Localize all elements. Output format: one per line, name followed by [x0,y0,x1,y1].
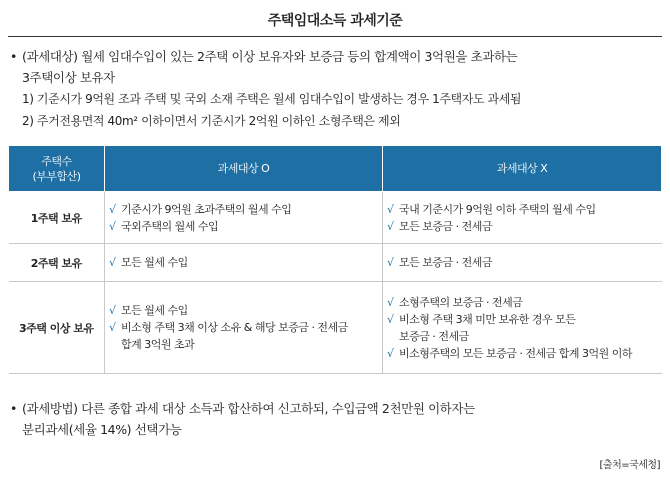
tax-target-bullet [10,46,660,67]
header-house-count [9,146,105,192]
check-icon: √ [109,219,116,233]
item-text: 모든 월세 수입 [121,256,188,269]
item-text: 소형주택의 보증금 · 전세금 [399,295,523,309]
tax-method-text-cont: 분리과세(세율 14%) 선택가능 [22,422,182,437]
item-text: 모든 보증금 · 전세금 [399,256,492,269]
item-text: 모든 월세 수입 [121,304,188,317]
check-icon: √ [387,312,394,326]
list-item [387,218,662,235]
tax-criteria-table [8,145,662,374]
row-label: 3주택 이상 보유 [9,282,105,374]
tax-target-text-cont: 3주택이상 보유자 [22,70,115,85]
list-item [387,294,662,311]
list-item [387,201,662,218]
item-text: 국내 기준시가 9억원 이하 주택의 월세 수입 [399,202,596,216]
list-item [109,302,382,319]
table-row [9,244,662,282]
item-text-cont: 보증금 · 전세금 [399,329,469,343]
not-taxed-cell [383,192,662,244]
item-text: 비소형주택의 모든 보증금 · 전세금 합계 3억원 이하 [399,346,632,360]
not-taxed-cell [383,244,662,282]
page-title: 주택임대소득 과세기준 [267,13,403,29]
item-text: 비소형 주택 3채 이상 소유 & 해당 보증금 · 전세금 [121,321,348,334]
check-icon: √ [109,321,116,334]
item-text: 기준시가 9억원 초과주택의 월세 수입 [121,202,292,216]
list-item [387,254,662,271]
not-taxed-cell [383,282,662,374]
check-icon: √ [387,256,394,269]
row-label: 2주택 보유 [9,244,105,282]
item-text-cont: 합계 3억원 초과 [121,338,195,351]
note-1: 1) 기준시가 9억원 조과 주택 및 국외 소재 주택은 월세 임대수입이 발생하는 경우 1주택자도 과세됨 [22,92,522,106]
list-item [387,311,662,328]
item-text: 국외주택의 월세 수입 [121,219,219,233]
header-house-count-line2: (부부합산) [32,169,81,183]
check-icon: √ [109,256,116,269]
table-row [9,282,662,374]
header-not-taxed: 과세대상 X [383,146,662,192]
check-icon: √ [109,202,116,216]
header-taxed: 과세대상 O [105,146,383,192]
source-credit: [출처=국세청] [599,460,660,471]
bullet-mark: • [10,49,17,64]
note-2: 2) 주거전용면적 40m² 이하이면서 기준시가 2억원 이하인 소형주택은 제외 [22,114,401,128]
tax-method-text: (과세방법) 다른 종합 과세 대상 소득과 합산하여 신고하되, 수입금액 2천만원 이하자는 [22,401,475,416]
row-label: 1주택 보유 [9,192,105,244]
table-header-row [9,146,662,192]
table-row [9,192,662,244]
tax-method-section [10,398,660,440]
tax-target-section [10,46,660,132]
list-item [109,319,382,336]
check-icon: √ [387,219,394,233]
list-item [109,254,382,271]
bullet-mark: • [10,401,17,416]
item-text: 모든 보증금 · 전세금 [399,219,492,233]
list-item [387,345,662,362]
list-item [109,201,382,218]
tax-target-text: (과세대상) 월세 임대수입이 있는 2주택 이상 보유자와 보증금 등의 합계액이 3억원을 초과하는 [22,49,518,64]
header-house-count-line1: 주택수 [41,154,72,168]
check-icon: √ [387,202,394,216]
tax-method-bullet [10,398,660,419]
title-divider [8,36,662,37]
item-text: 비소형 주택 3채 미만 보유한 경우 모든 [399,312,576,326]
taxed-cell [105,244,383,282]
check-icon: √ [387,295,394,309]
list-item [109,218,382,235]
taxed-cell [105,282,383,374]
check-icon: √ [387,346,394,360]
check-icon: √ [109,304,116,317]
taxed-cell [105,192,383,244]
